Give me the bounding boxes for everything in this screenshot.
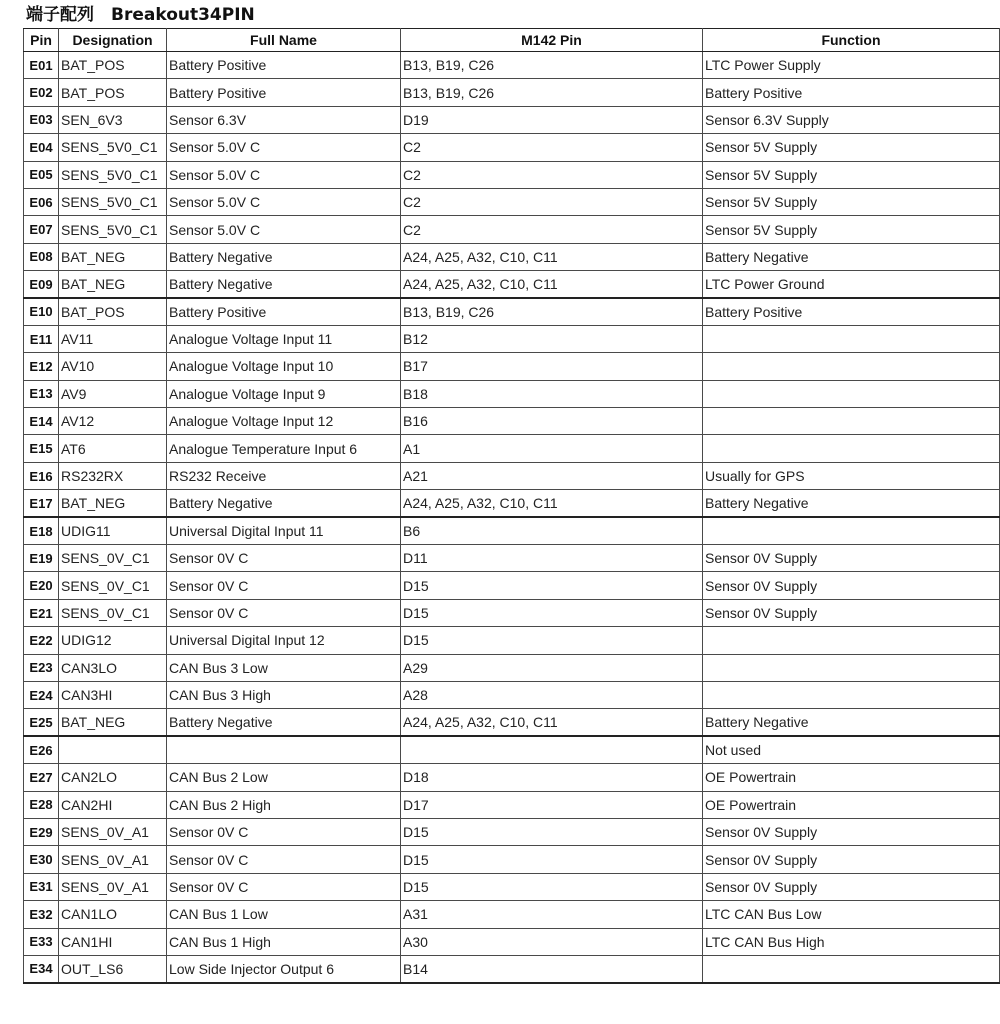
m142-pin-cell: B18 <box>401 380 703 407</box>
table-row <box>24 79 1000 106</box>
function-cell: Sensor 5V Supply <box>703 161 1000 188</box>
full-name-cell: Sensor 0V C <box>167 846 401 873</box>
table-row <box>24 709 1000 736</box>
full-name-cell: Universal Digital Input 11 <box>167 517 401 544</box>
table-body <box>24 52 1000 983</box>
pin-cell: E25 <box>24 709 59 736</box>
function-cell: Battery Positive <box>703 298 1000 325</box>
designation-cell: CAN3LO <box>59 654 167 681</box>
designation-cell: CAN1HI <box>59 928 167 955</box>
full-name-cell: Analogue Temperature Input 6 <box>167 435 401 462</box>
pin-cell: E23 <box>24 654 59 681</box>
full-name-cell: Analogue Voltage Input 12 <box>167 408 401 435</box>
m142-pin-cell: B13, B19, C26 <box>401 79 703 106</box>
table-row <box>24 545 1000 572</box>
pin-cell: E08 <box>24 243 59 270</box>
pin-cell: E09 <box>24 271 59 298</box>
pin-cell: E02 <box>24 79 59 106</box>
pin-cell: E12 <box>24 353 59 380</box>
table-row <box>24 462 1000 489</box>
function-cell: LTC CAN Bus High <box>703 928 1000 955</box>
designation-cell: SENS_5V0_C1 <box>59 134 167 161</box>
function-cell: LTC Power Ground <box>703 271 1000 298</box>
column-header-designation: Designation <box>59 29 167 52</box>
pin-cell: E15 <box>24 435 59 462</box>
table-header <box>24 29 1000 52</box>
full-name-cell: Battery Negative <box>167 271 401 298</box>
table-row <box>24 435 1000 462</box>
table-row <box>24 106 1000 133</box>
table-row <box>24 764 1000 791</box>
function-cell: OE Powertrain <box>703 791 1000 818</box>
function-cell: Sensor 0V Supply <box>703 599 1000 626</box>
function-cell <box>703 380 1000 407</box>
m142-pin-cell: D15 <box>401 599 703 626</box>
m142-pin-cell: D15 <box>401 846 703 873</box>
m142-pin-cell: A29 <box>401 654 703 681</box>
m142-pin-cell: A1 <box>401 435 703 462</box>
function-cell: Battery Negative <box>703 709 1000 736</box>
m142-pin-cell: D15 <box>401 627 703 654</box>
table-row <box>24 188 1000 215</box>
function-cell <box>703 627 1000 654</box>
function-cell: Sensor 0V Supply <box>703 572 1000 599</box>
m142-pin-cell: A30 <box>401 928 703 955</box>
m142-pin-cell: A24, A25, A32, C10, C11 <box>401 243 703 270</box>
table-row <box>24 298 1000 325</box>
column-header-pin: Pin <box>24 29 59 52</box>
pin-cell: E17 <box>24 490 59 517</box>
m142-pin-cell: D15 <box>401 873 703 900</box>
table-row <box>24 955 1000 982</box>
table-row <box>24 627 1000 654</box>
pin-cell: E19 <box>24 545 59 572</box>
designation-cell: AV12 <box>59 408 167 435</box>
designation-cell: CAN2LO <box>59 764 167 791</box>
function-cell <box>703 517 1000 544</box>
designation-cell: BAT_NEG <box>59 243 167 270</box>
m142-pin-cell: C2 <box>401 134 703 161</box>
table-row <box>24 928 1000 955</box>
pin-cell: E03 <box>24 106 59 133</box>
pin-cell: E33 <box>24 928 59 955</box>
pin-cell: E14 <box>24 408 59 435</box>
function-cell: Usually for GPS <box>703 462 1000 489</box>
function-cell <box>703 654 1000 681</box>
m142-pin-cell: A28 <box>401 681 703 708</box>
column-header-full-name: Full Name <box>167 29 401 52</box>
table-row <box>24 846 1000 873</box>
column-header-function: Function <box>703 29 1000 52</box>
full-name-cell: Sensor 5.0V C <box>167 216 401 243</box>
table-row <box>24 353 1000 380</box>
m142-pin-cell: B13, B19, C26 <box>401 298 703 325</box>
designation-cell: SENS_0V_A1 <box>59 846 167 873</box>
designation-cell: OUT_LS6 <box>59 955 167 982</box>
full-name-cell: Battery Negative <box>167 709 401 736</box>
full-name-cell: Battery Negative <box>167 243 401 270</box>
designation-cell: SEN_6V3 <box>59 106 167 133</box>
pin-cell: E20 <box>24 572 59 599</box>
function-cell: Sensor 6.3V Supply <box>703 106 1000 133</box>
function-cell: Sensor 5V Supply <box>703 134 1000 161</box>
designation-cell: AV11 <box>59 325 167 352</box>
pinout-table <box>23 28 1000 984</box>
m142-pin-cell: A21 <box>401 462 703 489</box>
pin-cell: E30 <box>24 846 59 873</box>
m142-pin-cell: B17 <box>401 353 703 380</box>
designation-cell: BAT_NEG <box>59 490 167 517</box>
table-row <box>24 490 1000 517</box>
function-cell: Not used <box>703 736 1000 763</box>
full-name-cell: Sensor 0V C <box>167 572 401 599</box>
table-row <box>24 271 1000 298</box>
header-row <box>24 29 1000 52</box>
m142-pin-cell: D18 <box>401 764 703 791</box>
table-row <box>24 818 1000 845</box>
full-name-cell: Analogue Voltage Input 11 <box>167 325 401 352</box>
table-row <box>24 380 1000 407</box>
pin-cell: E16 <box>24 462 59 489</box>
table-row <box>24 52 1000 79</box>
function-cell <box>703 681 1000 708</box>
function-cell: Battery Positive <box>703 79 1000 106</box>
designation-cell: CAN2HI <box>59 791 167 818</box>
full-name-cell: Sensor 6.3V <box>167 106 401 133</box>
table-row <box>24 791 1000 818</box>
pin-cell: E26 <box>24 736 59 763</box>
function-cell <box>703 955 1000 982</box>
table-row <box>24 873 1000 900</box>
designation-cell: SENS_0V_C1 <box>59 572 167 599</box>
full-name-cell: Battery Positive <box>167 79 401 106</box>
designation-cell: CAN1LO <box>59 901 167 928</box>
pin-cell: E05 <box>24 161 59 188</box>
table-row <box>24 325 1000 352</box>
full-name-cell: CAN Bus 1 Low <box>167 901 401 928</box>
full-name-cell: CAN Bus 2 High <box>167 791 401 818</box>
full-name-cell: Analogue Voltage Input 9 <box>167 380 401 407</box>
m142-pin-cell: B13, B19, C26 <box>401 52 703 79</box>
designation-cell: SENS_0V_A1 <box>59 818 167 845</box>
pin-cell: E31 <box>24 873 59 900</box>
designation-cell: RS232RX <box>59 462 167 489</box>
function-cell <box>703 353 1000 380</box>
designation-cell: BAT_POS <box>59 298 167 325</box>
function-cell: Battery Negative <box>703 243 1000 270</box>
m142-pin-cell <box>401 736 703 763</box>
full-name-cell: Sensor 0V C <box>167 873 401 900</box>
designation-cell: BAT_POS <box>59 52 167 79</box>
full-name-cell: Sensor 0V C <box>167 545 401 572</box>
pin-cell: E01 <box>24 52 59 79</box>
pin-cell: E29 <box>24 818 59 845</box>
m142-pin-cell: D19 <box>401 106 703 133</box>
m142-pin-cell: D15 <box>401 572 703 599</box>
m142-pin-cell: D17 <box>401 791 703 818</box>
pin-cell: E13 <box>24 380 59 407</box>
pin-cell: E11 <box>24 325 59 352</box>
pin-cell: E21 <box>24 599 59 626</box>
m142-pin-cell: B6 <box>401 517 703 544</box>
full-name-cell: CAN Bus 3 High <box>167 681 401 708</box>
table-row <box>24 736 1000 763</box>
full-name-cell: CAN Bus 2 Low <box>167 764 401 791</box>
full-name-cell: Sensor 5.0V C <box>167 161 401 188</box>
table-row <box>24 134 1000 161</box>
m142-pin-cell: A24, A25, A32, C10, C11 <box>401 490 703 517</box>
m142-pin-cell: D11 <box>401 545 703 572</box>
full-name-cell: Battery Negative <box>167 490 401 517</box>
full-name-cell: Sensor 0V C <box>167 599 401 626</box>
full-name-cell: Battery Positive <box>167 298 401 325</box>
designation-cell: SENS_5V0_C1 <box>59 216 167 243</box>
m142-pin-cell: A24, A25, A32, C10, C11 <box>401 709 703 736</box>
pin-cell: E07 <box>24 216 59 243</box>
full-name-cell: CAN Bus 3 Low <box>167 654 401 681</box>
pin-cell: E04 <box>24 134 59 161</box>
column-header-m142-pin: M142 Pin <box>401 29 703 52</box>
m142-pin-cell: A31 <box>401 901 703 928</box>
designation-cell <box>59 736 167 763</box>
function-cell: Sensor 0V Supply <box>703 846 1000 873</box>
function-cell: OE Powertrain <box>703 764 1000 791</box>
table-row <box>24 517 1000 544</box>
designation-cell: BAT_NEG <box>59 271 167 298</box>
full-name-cell: Low Side Injector Output 6 <box>167 955 401 982</box>
function-cell <box>703 325 1000 352</box>
function-cell <box>703 435 1000 462</box>
m142-pin-cell: A24, A25, A32, C10, C11 <box>401 271 703 298</box>
full-name-cell: Sensor 5.0V C <box>167 188 401 215</box>
designation-cell: AV10 <box>59 353 167 380</box>
designation-cell: SENS_5V0_C1 <box>59 161 167 188</box>
designation-cell: UDIG11 <box>59 517 167 544</box>
function-cell: LTC Power Supply <box>703 52 1000 79</box>
pin-cell: E27 <box>24 764 59 791</box>
m142-pin-cell: C2 <box>401 216 703 243</box>
designation-cell: SENS_0V_A1 <box>59 873 167 900</box>
function-cell: Sensor 0V Supply <box>703 873 1000 900</box>
m142-pin-cell: D15 <box>401 818 703 845</box>
table-row <box>24 572 1000 599</box>
pin-cell: E34 <box>24 955 59 982</box>
function-cell: LTC CAN Bus Low <box>703 901 1000 928</box>
designation-cell: SENS_0V_C1 <box>59 599 167 626</box>
m142-pin-cell: B12 <box>401 325 703 352</box>
designation-cell: UDIG12 <box>59 627 167 654</box>
m142-pin-cell: C2 <box>401 161 703 188</box>
table-row <box>24 243 1000 270</box>
table-row <box>24 161 1000 188</box>
designation-cell: SENS_5V0_C1 <box>59 188 167 215</box>
full-name-cell: Sensor 0V C <box>167 818 401 845</box>
full-name-cell: Battery Positive <box>167 52 401 79</box>
full-name-cell: Universal Digital Input 12 <box>167 627 401 654</box>
page-title: 端子配列 Breakout34PIN <box>26 5 255 25</box>
function-cell: Battery Negative <box>703 490 1000 517</box>
designation-cell: AT6 <box>59 435 167 462</box>
pin-cell: E10 <box>24 298 59 325</box>
table-row <box>24 681 1000 708</box>
pin-cell: E22 <box>24 627 59 654</box>
full-name-cell <box>167 736 401 763</box>
function-cell: Sensor 5V Supply <box>703 188 1000 215</box>
designation-cell: SENS_0V_C1 <box>59 545 167 572</box>
pin-cell: E06 <box>24 188 59 215</box>
m142-pin-cell: B16 <box>401 408 703 435</box>
designation-cell: BAT_POS <box>59 79 167 106</box>
full-name-cell: Analogue Voltage Input 10 <box>167 353 401 380</box>
function-cell: Sensor 5V Supply <box>703 216 1000 243</box>
pin-cell: E32 <box>24 901 59 928</box>
function-cell: Sensor 0V Supply <box>703 818 1000 845</box>
table-row <box>24 901 1000 928</box>
pin-cell: E18 <box>24 517 59 544</box>
m142-pin-cell: B14 <box>401 955 703 982</box>
function-cell: Sensor 0V Supply <box>703 545 1000 572</box>
designation-cell: CAN3HI <box>59 681 167 708</box>
table-row <box>24 654 1000 681</box>
m142-pin-cell: C2 <box>401 188 703 215</box>
table-row <box>24 408 1000 435</box>
full-name-cell: Sensor 5.0V C <box>167 134 401 161</box>
table-row <box>24 599 1000 626</box>
table-row <box>24 216 1000 243</box>
full-name-cell: CAN Bus 1 High <box>167 928 401 955</box>
pin-cell: E24 <box>24 681 59 708</box>
designation-cell: AV9 <box>59 380 167 407</box>
full-name-cell: RS232 Receive <box>167 462 401 489</box>
function-cell <box>703 408 1000 435</box>
pin-cell: E28 <box>24 791 59 818</box>
designation-cell: BAT_NEG <box>59 709 167 736</box>
